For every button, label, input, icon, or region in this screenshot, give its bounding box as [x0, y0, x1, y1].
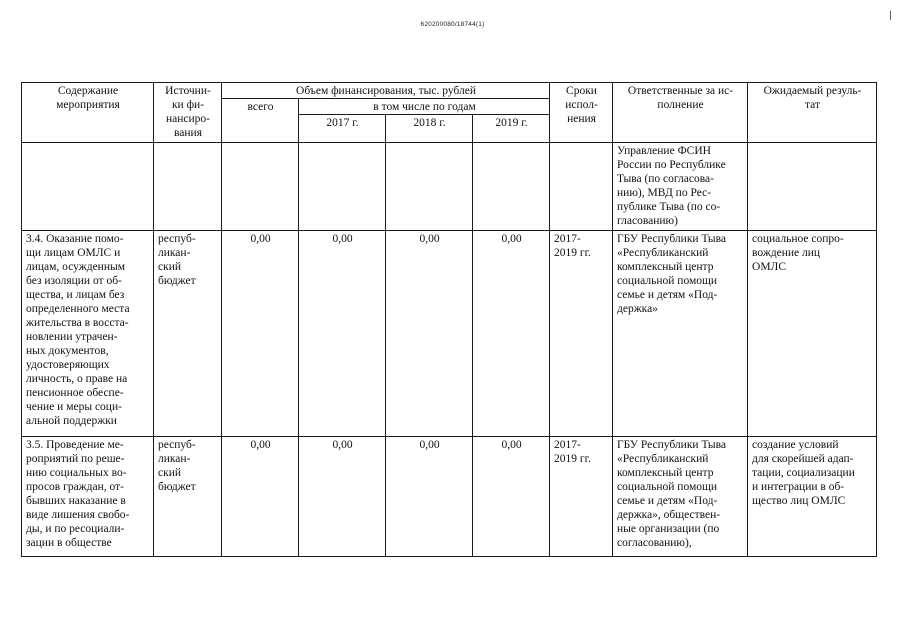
row-total: 0,00: [222, 437, 299, 557]
row-responsible: ГБУ Республики Тыва «Республиканский комплексный центр социальной помощи семье и детям «Под- держка», обществен- ные организации (по согласованию),: [613, 437, 748, 557]
header-terms: Сроки испол- нения: [550, 83, 613, 143]
row-source: респуб- ликан- ский бюджет: [154, 231, 222, 437]
header-by-years: в том числе по годам: [299, 99, 550, 115]
header-year-2019: 2019 г.: [473, 115, 550, 143]
row-2017: 0,00: [299, 437, 386, 557]
corner-mark: |: [889, 11, 893, 21]
table-header: [22, 83, 877, 143]
header-funding: Объем финансирования, тыс. рублей: [222, 83, 550, 99]
header-result: Ожидаемый резуль- тат: [748, 83, 877, 143]
row-result: социальное сопро- вождение лиц ОМЛС: [748, 231, 877, 437]
row-terms: [550, 143, 613, 231]
header-year-2018: 2018 г.: [386, 115, 473, 143]
row-2019: [473, 143, 550, 231]
row-responsible: ГБУ Республики Тыва «Республиканский комплексный центр социальной помощи семье и детям «Под- держка»: [613, 231, 748, 437]
row-total: [222, 143, 299, 231]
row-2017: 0,00: [299, 231, 386, 437]
header-total: всего: [222, 99, 299, 143]
row-total: 0,00: [222, 231, 299, 437]
row-source: [154, 143, 222, 231]
table-row: [22, 143, 877, 231]
row-result: [748, 143, 877, 231]
row-content: [22, 143, 154, 231]
header-sources: Источни- ки фи- нансиро- вания: [154, 83, 222, 143]
header-year-2017: 2017 г.: [299, 115, 386, 143]
row-terms: 2017- 2019 гг.: [550, 231, 613, 437]
row-2018: 0,00: [386, 437, 473, 557]
row-content: 3.5. Проведение ме- роприятий по реше- нию социальных во- просов граждан, от- бывших наказание в виде лишения свобо- ды, и по ресоциали- зации в обществе: [22, 437, 154, 557]
row-2019: 0,00: [473, 231, 550, 437]
table-row: [22, 231, 877, 437]
table-row: [22, 437, 877, 557]
row-2018: [386, 143, 473, 231]
row-2018: 0,00: [386, 231, 473, 437]
document-id: 620200080/18744(1): [420, 21, 485, 28]
header-responsible: Ответственные за ис- полнение: [613, 83, 748, 143]
header-content: Содержание мероприятия: [22, 83, 154, 143]
row-source: респуб- ликан- ский бюджет: [154, 437, 222, 557]
row-content: 3.4. Оказание помо- щи лицам ОМЛС и лицам, осужденным без изоляции от об- щества, и лицам без определенного места жительства в восста- новлении утрачен- ных документов, удостоверяющих личность, о праве на пенсионное обеспе- чение и меры соци- альной поддержки: [22, 231, 154, 437]
row-responsible: Управление ФСИН России по Республике Тыва (по согласова- нию), МВД по Рес- публике Тыва (по со- гласованию): [613, 143, 748, 231]
program-table: [21, 82, 877, 557]
row-terms: 2017- 2019 гг.: [550, 437, 613, 557]
row-result: создание условий для скорейшей адап- тации, социализации и интеграции в об- щество лиц ОМЛС: [748, 437, 877, 557]
row-2017: [299, 143, 386, 231]
row-2019: 0,00: [473, 437, 550, 557]
